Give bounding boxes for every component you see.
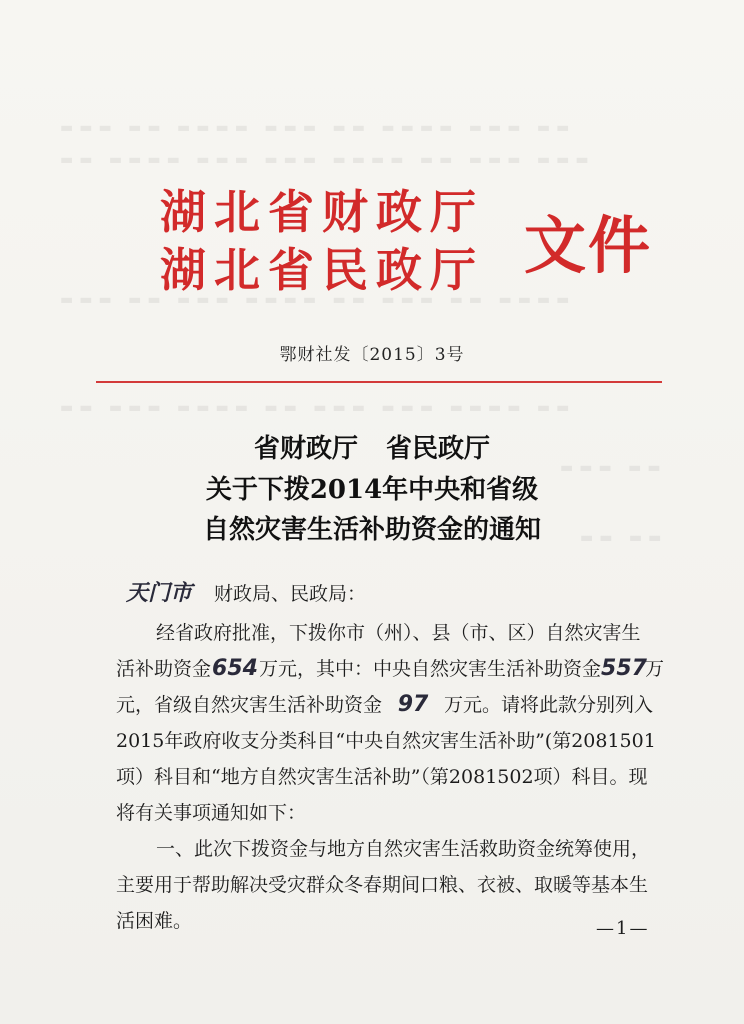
body-paragraph-1-line-5: 项）科目和“地方自然灾害生活补助”（第2081502项）科目。现 bbox=[116, 766, 648, 788]
bleed-through-texture: ▬▬ ▬▬▬ ▬▬▬▬ ▬▬ ▬▬▬ ▬▬▬ ▬▬▬▬ ▬▬ bbox=[60, 400, 576, 416]
handwritten-amount-central: 557 bbox=[601, 656, 647, 681]
body-paragraph-1-line-1: 经省政府批准，下拨你市（州）、县（市、区）自然灾害生 bbox=[156, 622, 641, 644]
title-line-3: 自然灾害生活补助资金的通知 bbox=[202, 515, 541, 545]
body-text: 万元。请将此款分别列入 bbox=[444, 694, 654, 716]
body-text: 活补助资金 bbox=[116, 658, 212, 680]
body-paragraph-2-line-2: 主要用于帮助解决受灾群众冬春期间口粮、衣被、取暖等基本生 bbox=[116, 874, 649, 896]
body-text: 万元，其中：中央自然灾害生活补助资金 bbox=[259, 658, 602, 680]
page-number: —1— bbox=[596, 918, 650, 939]
title-line-1 bbox=[0, 428, 744, 465]
document-number: 鄂财社发〔2015〕3号 bbox=[279, 345, 465, 365]
bleed-through-texture: ▬▬▬ ▬▬ ▬▬▬ ▬▬▬▬ ▬▬ ▬▬▬ ▬▬ ▬▬▬▬ bbox=[60, 292, 576, 308]
body-text: 元，省级自然灾害生活补助资金 bbox=[116, 694, 383, 716]
handwritten-city: 天门市 bbox=[126, 581, 193, 606]
body-paragraph-1-line-3 bbox=[116, 690, 653, 717]
body-paragraph-2-line-1: 一、此次下拨资金与地方自然灾害生活救助资金统筹使用， bbox=[156, 838, 651, 860]
document-type-label: 文件 bbox=[524, 209, 653, 282]
red-separator-line bbox=[96, 381, 662, 383]
body-text: 万 bbox=[645, 658, 665, 680]
title-line-2: 关于下拨2014年中央和省级 bbox=[205, 475, 539, 505]
issuing-org-line-2: 湖北省民政厅 bbox=[160, 243, 484, 297]
body-paragraph-1-line-2 bbox=[116, 654, 664, 681]
title-issuer-finance: 省财政厅 bbox=[253, 434, 358, 464]
body-paragraph-1-line-4: 2015年政府收支分类科目“中央自然灾害生活补助”(第2081501 bbox=[116, 730, 656, 752]
bleed-through-texture: ▬▬ ▬▬▬▬ ▬▬▬ ▬▬▬ ▬▬▬▬ ▬▬ ▬▬▬ ▬▬▬ bbox=[60, 152, 595, 168]
bleed-through-texture: ▬▬▬ ▬▬ bbox=[560, 460, 667, 476]
handwritten-amount-total: 654 bbox=[212, 656, 258, 681]
bleed-through-texture: ▬▬ ▬▬ bbox=[580, 530, 668, 546]
body-paragraph-2-line-3: 活困难。 bbox=[116, 910, 193, 932]
issuing-org-line-1: 湖北省财政厅 bbox=[160, 185, 484, 239]
body-paragraph-1-line-6: 将有关事项通知如下： bbox=[116, 802, 307, 824]
handwritten-amount-provincial: 97 bbox=[397, 692, 429, 717]
bleed-through-texture: ▬▬▬ ▬▬ ▬▬▬▬ ▬▬▬ ▬▬ ▬▬▬▬ ▬▬▬ ▬▬ bbox=[60, 120, 576, 136]
title-issuer-civil: 省民政厅 bbox=[386, 434, 491, 464]
addressee-recipients: 财政局、民政局： bbox=[214, 583, 367, 605]
addressee-line bbox=[126, 576, 366, 607]
